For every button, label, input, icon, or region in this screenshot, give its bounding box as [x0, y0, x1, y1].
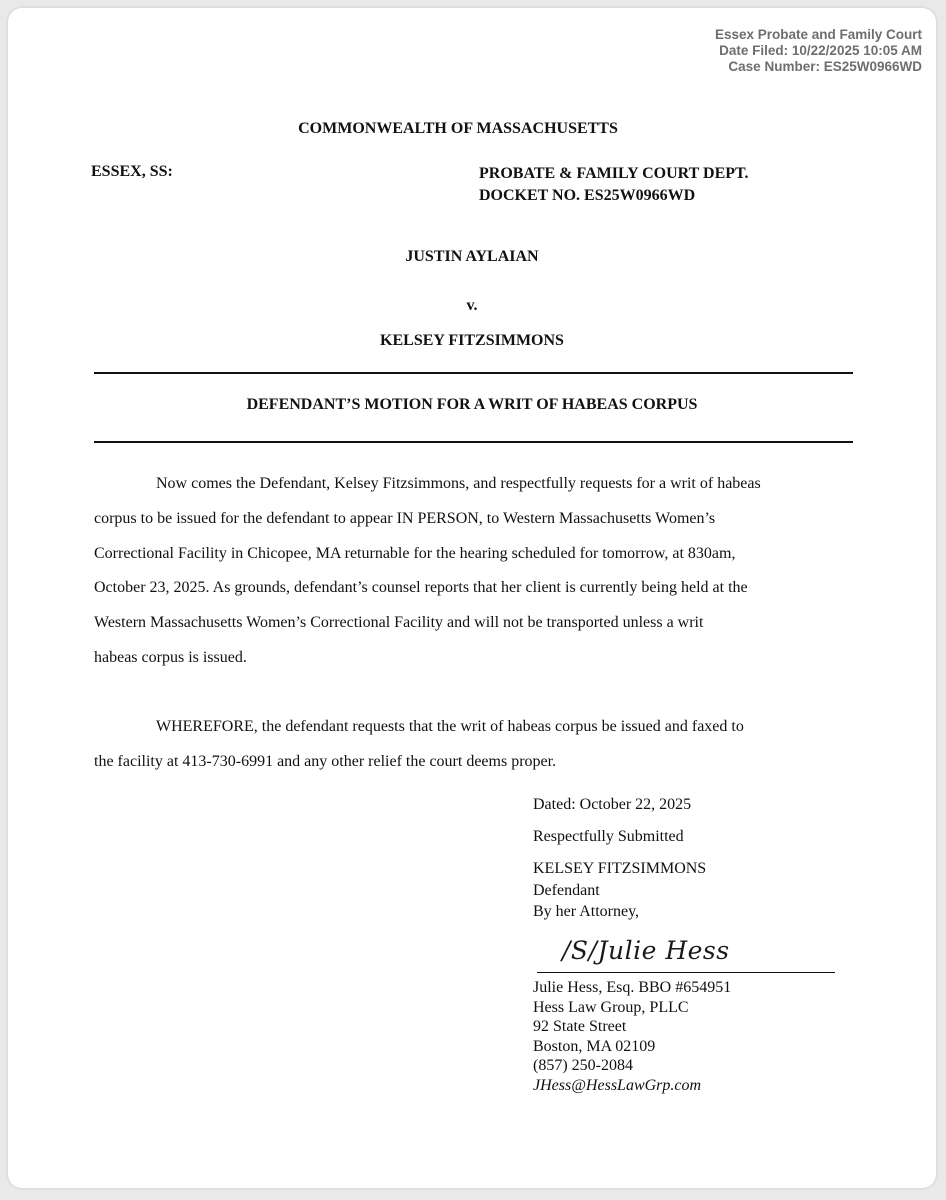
- attorney-contact-block: [533, 978, 731, 1096]
- filing-stamp: [715, 27, 922, 75]
- party-name: KELSEY FITZSIMMONS: [533, 860, 707, 877]
- title-rule-top: [94, 372, 853, 374]
- document-page: [8, 8, 936, 1188]
- stamp-case-number: Case Number: ES25W0966WD: [728, 59, 922, 74]
- commonwealth-heading: COMMONWEALTH OF MASSACHUSETTS: [298, 120, 618, 137]
- plaintiff-name: JUSTIN AYLAIAN: [405, 248, 539, 265]
- department-label: PROBATE & FAMILY COURT DEPT.: [479, 165, 749, 182]
- attorney-signature: /S/Julie Hess: [562, 936, 730, 965]
- title-rule-bottom: [94, 441, 853, 443]
- paragraph-line: corpus to be issued for the defendant to appear IN PERSON, to Western Massachusetts Women’s: [94, 509, 716, 527]
- paragraph-line: Now comes the Defendant, Kelsey Fitzsimmons, and respectfully requests for a writ of habeas: [156, 475, 761, 492]
- party-block: [533, 858, 706, 923]
- motion-title: DEFENDANT’S MOTION FOR A WRIT OF HABEAS CORPUS: [246, 396, 698, 413]
- body-paragraph-2: [94, 710, 854, 780]
- email-address: JHess@HessLawGrp.com: [533, 1076, 702, 1094]
- signature-line: [537, 972, 835, 973]
- stamp-court: Essex Probate and Family Court: [714, 27, 922, 42]
- by-attorney: By her Attorney,: [533, 903, 640, 920]
- paragraph-line: Correctional Facility in Chicopee, MA returnable for the hearing scheduled for tomorrow, at 830am,: [94, 544, 736, 562]
- law-firm: Hess Law Group, PLLC: [533, 998, 689, 1016]
- paragraph-line: the facility at 413-730-6991 and any other relief the court deems proper.: [94, 752, 557, 770]
- paragraph-line: habeas corpus is issued.: [94, 648, 247, 666]
- street-address: 92 State Street: [533, 1018, 627, 1036]
- body-paragraph-1: [94, 467, 854, 676]
- paragraph-line: WHEREFORE, the defendant requests that the writ of habeas corpus be issued and faxed to: [156, 718, 744, 735]
- city-state-zip: Boston, MA 02109: [533, 1037, 656, 1055]
- party-role: Defendant: [533, 881, 600, 899]
- defendant-name: KELSEY FITZSIMMONS: [380, 332, 564, 349]
- versus-label: v.: [466, 297, 478, 314]
- paragraph-line: Western Massachusetts Women’s Correctional Facility and will not be transported unless a writ: [94, 614, 704, 632]
- dated-line: Dated: October 22, 2025: [533, 796, 692, 813]
- respectfully-submitted: Respectfully Submitted: [533, 828, 684, 845]
- county-label: ESSEX, SS:: [91, 163, 173, 180]
- attorney-name: Julie Hess, Esq. BBO #654951: [533, 979, 732, 996]
- docket-number: DOCKET NO. ES25W0966WD: [479, 187, 696, 204]
- phone-number: (857) 250-2084: [533, 1057, 633, 1075]
- paragraph-line: October 23, 2025. As grounds, defendant’s counsel reports that her client is currently being held at the: [94, 579, 748, 597]
- court-department: [479, 163, 749, 207]
- stamp-date-filed: Date Filed: 10/22/2025 10:05 AM: [719, 43, 922, 58]
